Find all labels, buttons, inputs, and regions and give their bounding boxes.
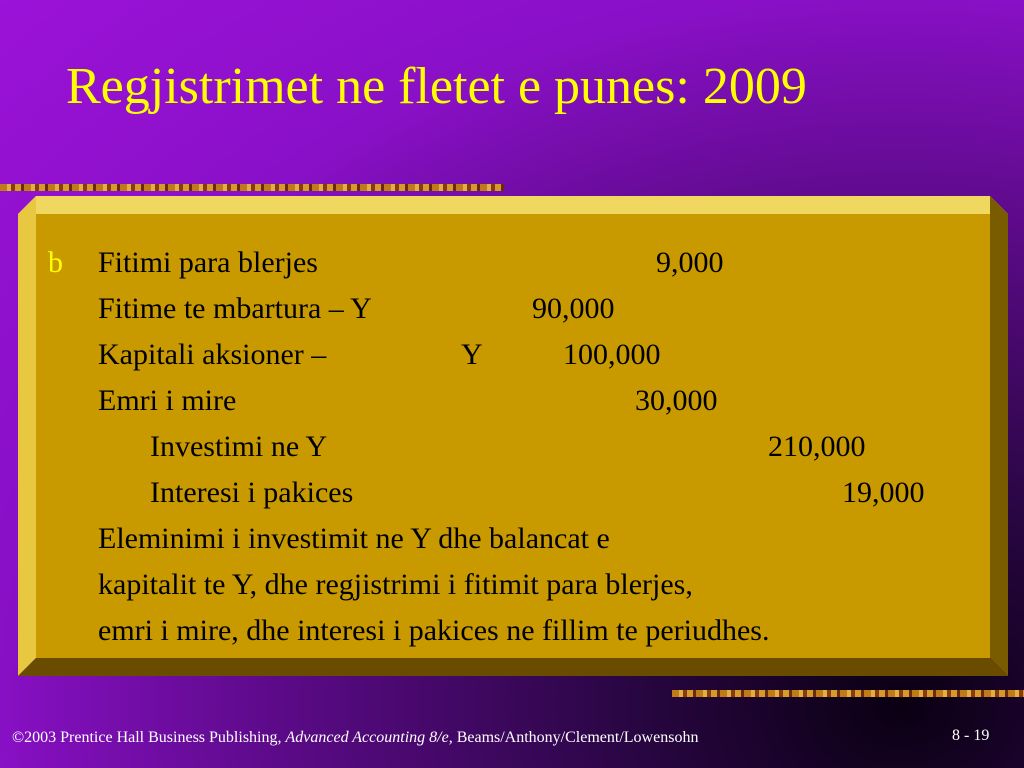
explanation-line: emri i mire, dhe interesi i pakices ne fillim te periudhes. [98,614,770,647]
decorative-stripe-bottom [672,690,1024,697]
slide-title: Regjistrimet ne fletet e punes: 2009 [66,58,807,115]
footer-credits [12,729,698,747]
entry-amount: 30,000 [635,384,718,417]
bullet-marker: b [48,246,63,279]
page-number: 8 - 19 [952,727,990,744]
entry-label: Fitime te mbartura – Y [98,292,372,325]
entry-label: Fitimi para blerjes [98,246,318,279]
footer-authors: Beams/Anthony/Clement/Lowensohn [456,729,699,746]
entry-label: Kapitali aksioner – [98,338,327,371]
journal-entry-panel [18,196,1008,676]
decorative-stripe-top [0,184,504,191]
entry-amount: 210,000 [768,430,866,463]
footer-book-title: Advanced Accounting 8/e, [285,729,453,746]
footer-copyright: ©2003 Prentice Hall Business Publishing, [12,729,282,746]
entry-amount: 90,000 [532,292,615,325]
explanation-line: kapitalit te Y, dhe regjistrimi i fitimit para blerjes, [98,568,693,601]
entry-amount: 100,000 [563,338,661,371]
entry-label: Emri i mire [98,384,237,417]
entry-label-suffix: Y [461,338,483,371]
entry-label: Investimi ne Y [150,430,328,463]
entry-label: Interesi i pakices [150,476,354,509]
entry-amount: 9,000 [656,246,724,279]
entry-amount: 19,000 [842,476,925,509]
explanation-line: Eleminimi i investimit ne Y dhe balancat e [98,522,610,555]
